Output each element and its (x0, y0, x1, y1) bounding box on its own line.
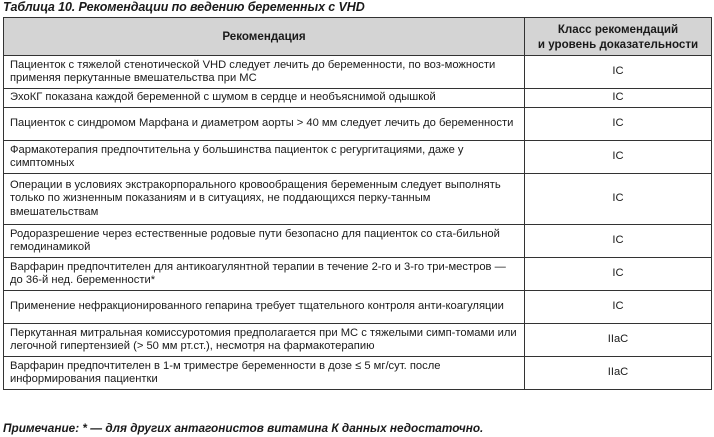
class-cell: IC (525, 141, 712, 174)
header-class-line1: Класс рекомендаций (557, 22, 679, 36)
table-header-row (4, 18, 712, 56)
recommendations-table (3, 17, 712, 390)
table-row (4, 174, 712, 225)
recommendation-cell: Родоразрешение через естественные родовые пути безопасно для пациенток со ста-бильной гемодинамикой (4, 225, 525, 258)
table-footnote: Примечание: * — для других антагонистов витамина К данных недостаточно. (3, 421, 484, 435)
class-cell: IIaC (525, 324, 712, 357)
table-row (4, 89, 712, 108)
class-cell: IC (525, 258, 712, 291)
table-row (4, 291, 712, 324)
table-row (4, 56, 712, 89)
table-caption: Таблица 10. Рекомендации по ведению беременных с VHD (3, 0, 365, 14)
class-cell: IC (525, 56, 712, 89)
recommendation-cell: Пациенток с тяжелой стенотической VHD следует лечить до беременности, по воз-можности применяя перкутанные вмешательства при МС (4, 56, 525, 89)
recommendation-cell: Варфарин предпочтителен для антикоагулянтной терапии в течение 2-го и 3-го три-местров — до 36-й нед. беременности* (4, 258, 525, 291)
table-row (4, 225, 712, 258)
table-row (4, 357, 712, 390)
header-recommendation: Рекомендация (4, 18, 525, 56)
class-cell: IC (525, 89, 712, 108)
recommendation-cell: ЭхоКГ показана каждой беременной с шумом в сердце и необъяснимой одышкой (4, 89, 525, 108)
class-cell: IC (525, 225, 712, 258)
class-cell: IIaC (525, 357, 712, 390)
recommendation-cell: Операции в условиях экстракорпорального кровообращения беременным следует выполнять только по жизненным показаниям и в ситуациях, не поддающихся перку-танным вмешательствам (4, 174, 525, 225)
table-row (4, 108, 712, 141)
recommendation-cell: Фармакотерапия предпочтительна у большинства пациенток с регургитациями, даже у симптомных (4, 141, 525, 174)
header-class-level (525, 18, 712, 56)
recommendation-cell: Применение нефракционированного гепарина требует тщательного контроля анти-коагуляции (4, 291, 525, 324)
table-row (4, 141, 712, 174)
class-cell: IC (525, 174, 712, 225)
table-row (4, 324, 712, 357)
class-cell: IC (525, 291, 712, 324)
table-row (4, 258, 712, 291)
recommendation-cell: Варфарин предпочтителен в 1-м триместре беременности в дозе ≤ 5 мг/сут. после информирования пациентки (4, 357, 525, 390)
recommendation-cell: Пациенток с синдромом Марфана и диаметром аорты > 40 мм следует лечить до беременности (4, 108, 525, 141)
class-cell: IC (525, 108, 712, 141)
header-class-line2: и уровень доказательности (537, 37, 699, 51)
recommendation-cell: Перкутанная митральная комиссуротомия предполагается при МС с тяжелыми симп-томами или легочной гипертензией (> 50 мм рт.ст.), несмотря на фармакотерапию (4, 324, 525, 357)
